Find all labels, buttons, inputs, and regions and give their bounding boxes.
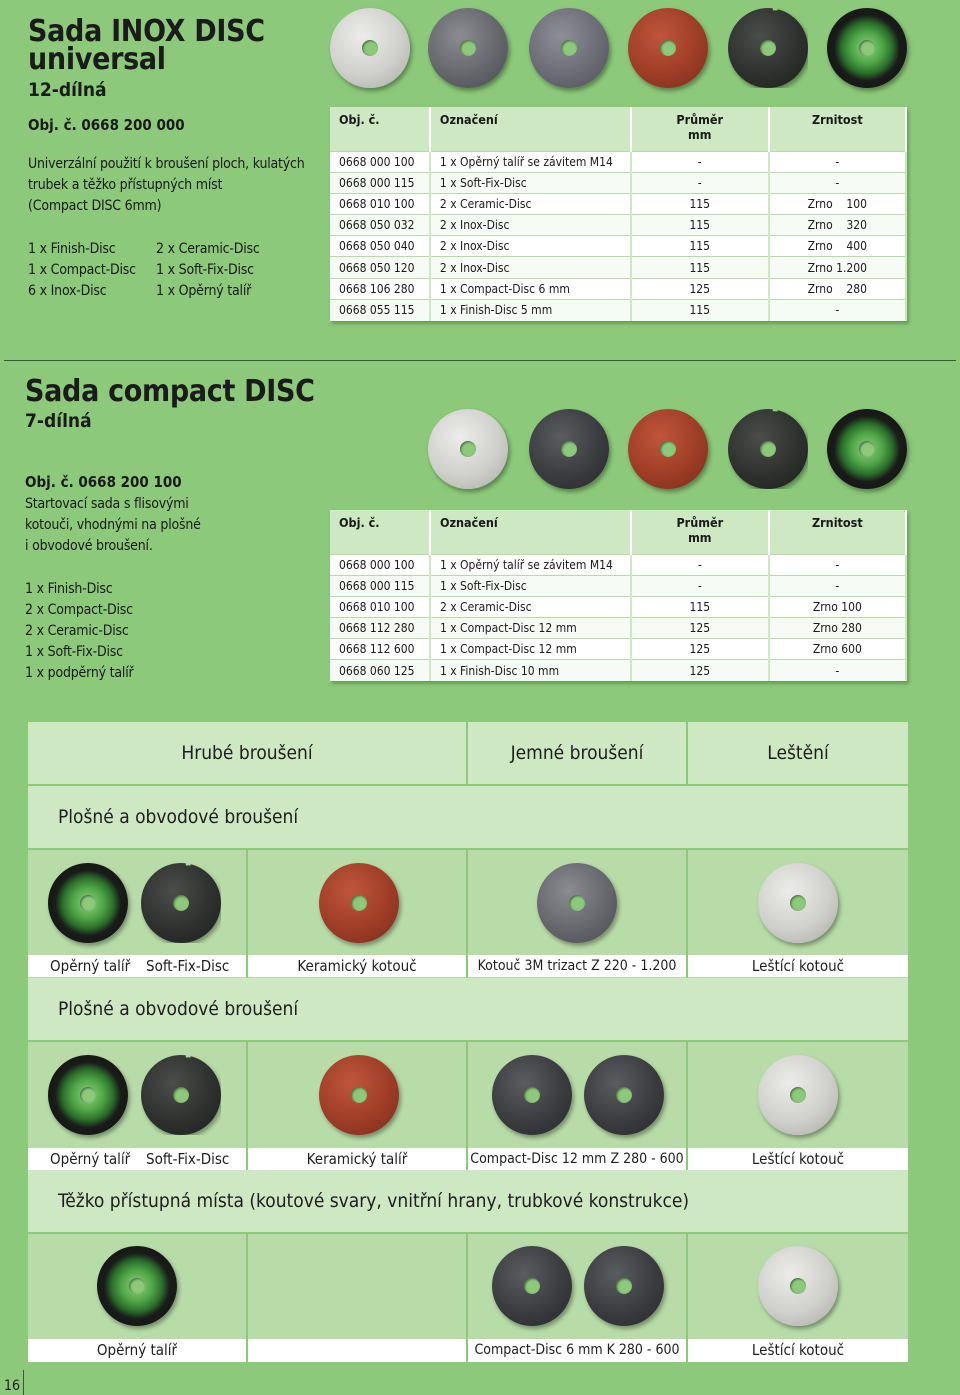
cell-order: 0668 112 600 bbox=[330, 639, 430, 660]
compact-disc-image bbox=[584, 1055, 664, 1135]
backing-pad-image bbox=[827, 409, 907, 489]
cell-name: 1 x Compact-Disc 12 mm bbox=[430, 618, 631, 639]
finish-disc-image bbox=[428, 409, 508, 489]
cell-order: 0668 055 115 bbox=[330, 299, 430, 320]
cell-diameter: - bbox=[631, 575, 769, 596]
cell-order: 0668 050 120 bbox=[330, 257, 430, 278]
cell-name: 1 x Compact-Disc 12 mm bbox=[430, 639, 631, 660]
set1-product-table bbox=[330, 107, 907, 321]
label-polishing: Leštící kotouč bbox=[751, 1341, 845, 1359]
cell-name: 1 x Soft-Fix-Disc bbox=[430, 575, 631, 596]
set1-description bbox=[28, 154, 305, 217]
cell-name: 1 x Soft-Fix-Disc bbox=[430, 172, 631, 193]
cell-grit: - bbox=[769, 660, 906, 681]
set1-desc-line: Univerzální použití k broušení ploch, kulatých bbox=[28, 156, 305, 172]
section1-label-cell bbox=[468, 955, 686, 977]
header-coarse-label: Hrubé broušení bbox=[181, 742, 313, 764]
set1-title-line1: Sada INOX DISC bbox=[28, 14, 265, 49]
cell-diameter: 115 bbox=[631, 236, 769, 257]
set1-title-line2: universal bbox=[28, 42, 166, 77]
table-row bbox=[330, 215, 906, 236]
set2-content-item: 1 x Soft-Fix-Disc bbox=[25, 644, 123, 660]
soft-fix-disc-image bbox=[728, 8, 808, 88]
set1-content-item: 1 x Soft-Fix-Disc bbox=[156, 262, 254, 278]
set1-content-item: 1 x Finish-Disc bbox=[28, 241, 116, 257]
compact-disc-image bbox=[584, 1246, 664, 1326]
page-number: 16 bbox=[4, 1378, 21, 1394]
section3-label-cell bbox=[468, 1339, 686, 1362]
ceramic-disc-image bbox=[319, 1055, 399, 1135]
ceramic-disc-image bbox=[628, 8, 708, 88]
cell-name: 2 x Inox-Disc bbox=[430, 236, 631, 257]
polishing-disc-image bbox=[758, 1246, 838, 1326]
set1-content-item: 1 x Opěrný talíř bbox=[156, 283, 252, 299]
table-row bbox=[330, 618, 906, 639]
section3-title: Těžko přístupná místa (koutové svary, vnitřní hrany, trubkové konstrukce) bbox=[58, 1190, 690, 1212]
compact-disc-image bbox=[492, 1055, 572, 1135]
backing-pad-image bbox=[48, 1055, 128, 1135]
table-row bbox=[330, 554, 906, 575]
cell-grit: Zrno 320 bbox=[769, 215, 906, 236]
cell-diameter: 125 bbox=[631, 618, 769, 639]
cell-grit: Zrno 600 bbox=[769, 639, 906, 660]
set1-desc-line: (Compact DISC 6mm) bbox=[28, 198, 162, 214]
table-row bbox=[330, 151, 906, 172]
cell-grit: - bbox=[769, 575, 906, 596]
trizact-disc-image bbox=[537, 863, 617, 943]
label-polishing: Leštící kotouč bbox=[751, 957, 845, 975]
section2-header bbox=[28, 978, 908, 1040]
col-order: Obj. č. bbox=[330, 107, 430, 151]
section1-label-cell bbox=[248, 955, 466, 977]
backing-pad-image bbox=[48, 863, 128, 943]
compact-disc-gray-image bbox=[529, 8, 609, 88]
label-trizact: Kotouč 3M trizact Z 220 - 1.200 bbox=[477, 958, 677, 974]
cell-order: 0668 112 280 bbox=[330, 618, 430, 639]
backing-pad-image bbox=[827, 8, 907, 88]
compact-disc-image bbox=[492, 1246, 572, 1326]
cell-name: 1 x Finish-Disc 10 mm bbox=[430, 660, 631, 681]
table-row bbox=[330, 660, 906, 681]
header-polish-label: Leštění bbox=[767, 742, 829, 764]
section3-label-cell bbox=[248, 1339, 466, 1362]
set2-contents bbox=[25, 579, 134, 684]
header-polish bbox=[688, 722, 908, 784]
set1-contents-right bbox=[156, 239, 260, 302]
col-name: Označení bbox=[430, 510, 631, 554]
cell-order: 0668 010 100 bbox=[330, 596, 430, 617]
inox-disc-gray-image bbox=[428, 8, 508, 88]
cell-grit: Zrno 1.200 bbox=[769, 257, 906, 278]
cell-order: 0668 106 280 bbox=[330, 278, 430, 299]
set1-order-number: Obj. č. 0668 200 000 bbox=[28, 116, 185, 134]
cell-name: 2 x Inox-Disc bbox=[430, 257, 631, 278]
section1-title: Plošné a obvodové broušení bbox=[58, 806, 299, 828]
set1-subtitle: 12-dílná bbox=[28, 79, 107, 101]
section2-label-cell bbox=[468, 1148, 686, 1170]
cell-diameter: 125 bbox=[631, 278, 769, 299]
cell-diameter: - bbox=[631, 172, 769, 193]
section3-header bbox=[28, 1170, 908, 1232]
cell-diameter: 115 bbox=[631, 596, 769, 617]
cell-name: 2 x Inox-Disc bbox=[430, 215, 631, 236]
cell-name: 1 x Compact-Disc 6 mm bbox=[430, 278, 631, 299]
cell-grit: Zrno 100 bbox=[769, 193, 906, 214]
set1-content-item: 2 x Ceramic-Disc bbox=[156, 241, 260, 257]
set2-subtitle: 7-dílná bbox=[25, 410, 92, 432]
cell-name: 1 x Opěrný talíř se závitem M14 bbox=[430, 554, 631, 575]
col-order: Obj. č. bbox=[330, 510, 430, 554]
label-backing-pad: Opěrný talíř bbox=[50, 1150, 131, 1168]
cell-name: 1 x Opěrný talíř se závitem M14 bbox=[430, 151, 631, 172]
set2-desc-line: Startovací sada s flisovými bbox=[25, 496, 189, 512]
table-row bbox=[330, 639, 906, 660]
cell-diameter: 125 bbox=[631, 660, 769, 681]
table-header-row bbox=[330, 510, 906, 554]
table-row bbox=[330, 236, 906, 257]
section3-label-cell bbox=[688, 1339, 908, 1362]
cell-order: 0668 060 125 bbox=[330, 660, 430, 681]
label-ceramic: Keramický talíř bbox=[306, 1150, 408, 1168]
section1-label-cell bbox=[28, 955, 246, 977]
cell-order: 0668 050 040 bbox=[330, 236, 430, 257]
table-row bbox=[330, 172, 906, 193]
section3-label-cell bbox=[28, 1339, 246, 1362]
polishing-disc-image bbox=[758, 863, 838, 943]
soft-fix-disc-image bbox=[141, 1055, 221, 1135]
cell-order: 0668 000 115 bbox=[330, 575, 430, 596]
polishing-disc-image bbox=[758, 1055, 838, 1135]
section2-title: Plošné a obvodové broušení bbox=[58, 998, 299, 1020]
section2-label-cell bbox=[688, 1148, 908, 1170]
table-row bbox=[330, 278, 906, 299]
label-compact: Compact-Disc 6 mm K 280 - 600 bbox=[474, 1342, 680, 1358]
cell-grit: Zrno 280 bbox=[769, 278, 906, 299]
cell-name: 2 x Ceramic-Disc bbox=[430, 596, 631, 617]
cell-order: 0668 000 100 bbox=[330, 151, 430, 172]
cell-diameter: - bbox=[631, 151, 769, 172]
cell-grit: - bbox=[769, 554, 906, 575]
col-diameter: Průměr mm bbox=[631, 107, 769, 151]
set1-desc-line: trubek a těžko přístupných míst bbox=[28, 177, 223, 193]
cell-order: 0668 010 100 bbox=[330, 193, 430, 214]
cell-order: 0668 050 032 bbox=[330, 215, 430, 236]
table-header-row bbox=[330, 107, 906, 151]
ceramic-disc-image bbox=[628, 409, 708, 489]
header-fine-label: Jemné broušení bbox=[510, 742, 644, 764]
header-coarse bbox=[28, 722, 466, 784]
set2-description bbox=[25, 494, 201, 557]
cell-name: 1 x Finish-Disc 5 mm bbox=[430, 299, 631, 320]
label-backing-pad: Opěrný talíř bbox=[50, 957, 131, 975]
section1-label-cell bbox=[688, 955, 908, 977]
label-polishing: Leštící kotouč bbox=[751, 1150, 845, 1168]
col-name: Označení bbox=[430, 107, 631, 151]
set2-desc-line: kotouči, vhodnými na plošné bbox=[25, 517, 201, 533]
backing-pad-image bbox=[97, 1246, 177, 1326]
set1-content-item: 1 x Compact-Disc bbox=[28, 262, 136, 278]
label-backing-pad: Opěrný talíř bbox=[96, 1341, 178, 1359]
cell-order: 0668 000 100 bbox=[330, 554, 430, 575]
application-grid bbox=[28, 722, 908, 1362]
table-row bbox=[330, 596, 906, 617]
set1-content-item: 6 x Inox-Disc bbox=[28, 283, 107, 299]
set2-content-item: 2 x Compact-Disc bbox=[25, 602, 133, 618]
section1-header bbox=[28, 786, 908, 848]
col-diameter: Průměr mm bbox=[631, 510, 769, 554]
cell-order: 0668 000 115 bbox=[330, 172, 430, 193]
set2-content-item: 1 x Finish-Disc bbox=[25, 581, 113, 597]
cell-grit: - bbox=[769, 172, 906, 193]
col-grit: Zrnitost bbox=[769, 107, 906, 151]
table-row bbox=[330, 257, 906, 278]
cell-diameter: 115 bbox=[631, 215, 769, 236]
set2-content-item: 2 x Ceramic-Disc bbox=[25, 623, 129, 639]
set1-contents-left bbox=[28, 239, 136, 302]
cell-name: 2 x Ceramic-Disc bbox=[430, 193, 631, 214]
table-row bbox=[330, 575, 906, 596]
cell-grit: - bbox=[769, 151, 906, 172]
label-soft-fix-disc: Soft-Fix-Disc bbox=[146, 957, 230, 975]
set2-title: Sada compact DISC bbox=[25, 374, 315, 409]
cell-grit: - bbox=[769, 299, 906, 320]
label-soft-fix-disc: Soft-Fix-Disc bbox=[146, 1150, 230, 1168]
soft-fix-disc-image bbox=[141, 863, 221, 943]
cell-grit: Zrno 100 bbox=[769, 596, 906, 617]
header-fine bbox=[468, 722, 686, 784]
set2-content-item: 1 x podpěrný talíř bbox=[25, 665, 134, 681]
cell-diameter: 115 bbox=[631, 299, 769, 320]
label-ceramic: Keramický kotouč bbox=[297, 957, 417, 975]
inox-disc-white-image bbox=[330, 8, 410, 88]
table-row bbox=[330, 299, 906, 320]
compact-disc-image bbox=[529, 409, 609, 489]
ceramic-disc-image bbox=[319, 863, 399, 943]
label-compact: Compact-Disc 12 mm Z 280 - 600 bbox=[470, 1151, 684, 1167]
section-divider bbox=[4, 360, 956, 361]
set2-product-table bbox=[330, 510, 907, 681]
cell-grit: Zrno 400 bbox=[769, 236, 906, 257]
cell-grit: Zrno 280 bbox=[769, 618, 906, 639]
cell-diameter: - bbox=[631, 554, 769, 575]
soft-fix-disc-image bbox=[728, 409, 808, 489]
cell-diameter: 125 bbox=[631, 639, 769, 660]
cell-diameter: 115 bbox=[631, 193, 769, 214]
col-grit: Zrnitost bbox=[769, 510, 906, 554]
cell-diameter: 115 bbox=[631, 257, 769, 278]
section2-label-cell bbox=[248, 1148, 466, 1170]
set2-desc-line: i obvodové broušení. bbox=[25, 538, 153, 554]
set2-order-number: Obj. č. 0668 200 100 bbox=[25, 473, 182, 491]
section2-label-cell bbox=[28, 1148, 246, 1170]
table-row bbox=[330, 193, 906, 214]
